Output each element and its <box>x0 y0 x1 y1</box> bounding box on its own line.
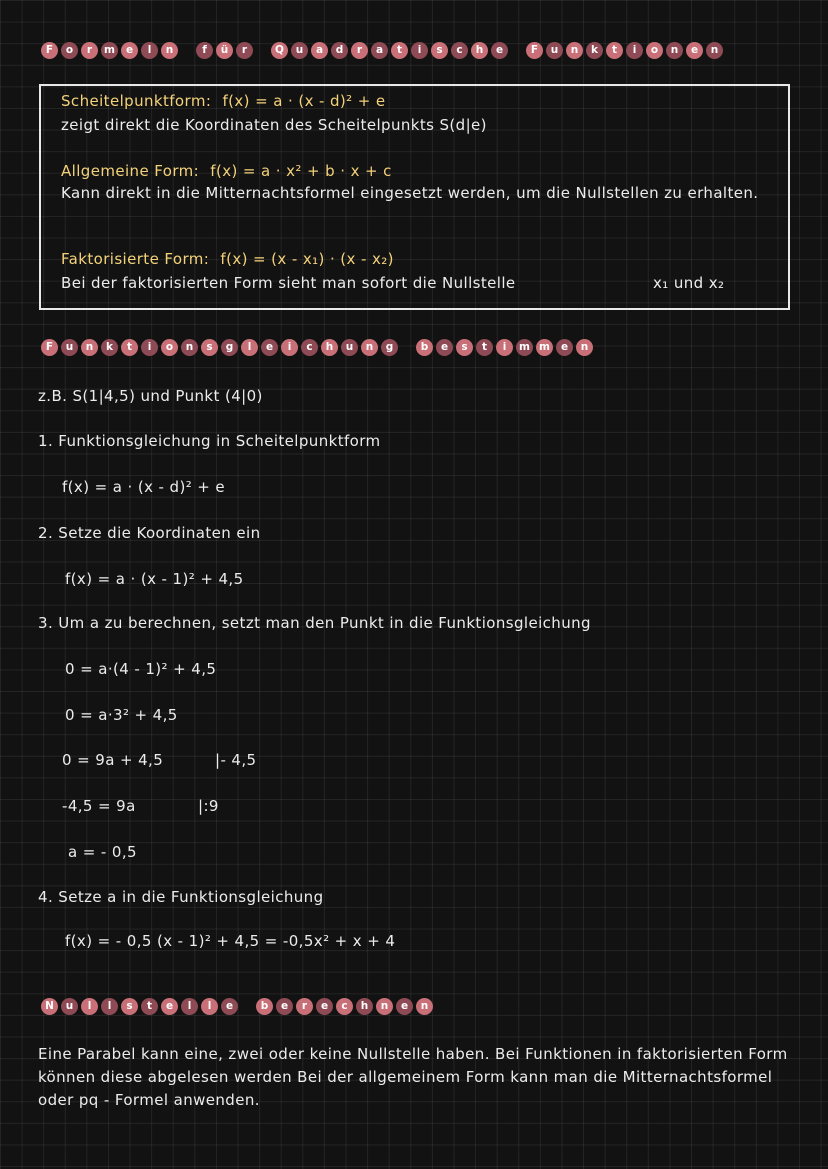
heading-letter: c <box>301 339 318 356</box>
heading-letter: h <box>321 339 338 356</box>
heading-letter: b <box>256 998 273 1015</box>
heading-letter: F <box>41 339 58 356</box>
heading-letter: e <box>556 339 573 356</box>
heading-letter: u <box>291 42 308 59</box>
heading-letter: d <box>331 42 348 59</box>
heading-letter: s <box>121 998 138 1015</box>
general-form-formula: f(x) = a · x² + b · x + c <box>210 162 392 180</box>
heading-zeros <box>41 998 436 1015</box>
calc-line-3: 0 = 9a + 4,5 <box>62 751 164 769</box>
step-2-formula: f(x) = a · (x - 1)² + 4,5 <box>65 570 244 588</box>
general-form-description: Kann direkt in die Mitternachtsformel eingesetzt werden, um die Nullstellen zu erhalten. <box>61 184 759 202</box>
step-4-formula: f(x) = - 0,5 (x - 1)² + 4,5 = -0,5x² + x + 4 <box>65 932 396 950</box>
calc-line-1: 0 = a·(4 - 1)² + 4,5 <box>65 660 217 678</box>
heading-space <box>241 998 253 1015</box>
step-1-label: 1. Funktionsgleichung in Scheitelpunktform <box>38 432 381 450</box>
factor-form-formula: f(x) = (x - x₁) · (x - x₂) <box>220 250 394 268</box>
heading-letter: g <box>381 339 398 356</box>
heading-letter: r <box>81 42 98 59</box>
heading-space <box>511 42 523 59</box>
heading-letter: f <box>196 42 213 59</box>
heading-letter: t <box>606 42 623 59</box>
heading-letter: n <box>706 42 723 59</box>
factor-form-line <box>61 250 394 268</box>
heading-letter: n <box>161 42 178 59</box>
heading-letter: l <box>241 339 258 356</box>
general-form-line <box>61 162 392 180</box>
heading-equation <box>41 339 596 356</box>
heading-letter: s <box>456 339 473 356</box>
heading-letter: e <box>276 998 293 1015</box>
heading-letter: b <box>416 339 433 356</box>
heading-letter: n <box>181 339 198 356</box>
heading-letter: k <box>586 42 603 59</box>
heading-letter: i <box>141 339 158 356</box>
factor-form-label: Faktorisierte Form: <box>61 250 210 268</box>
heading-letter: e <box>436 339 453 356</box>
heading-letter: e <box>161 998 178 1015</box>
general-form-label: Allgemeine Form: <box>61 162 200 180</box>
heading-letter: s <box>201 339 218 356</box>
calc-line-4: -4,5 = 9a <box>62 797 136 815</box>
heading-letter: t <box>476 339 493 356</box>
heading-letter: t <box>391 42 408 59</box>
heading-space <box>256 42 268 59</box>
heading-letter: e <box>121 42 138 59</box>
calc-line-3-operation: |- 4,5 <box>215 751 257 769</box>
heading-letter: k <box>101 339 118 356</box>
heading-letter: n <box>666 42 683 59</box>
calc-line-2: 0 = a·3² + 4,5 <box>65 706 178 724</box>
heading-letter: e <box>686 42 703 59</box>
heading-letter: F <box>526 42 543 59</box>
factor-form-description: Bei der faktorisierten Form sieht man sofort die Nullstelle <box>61 274 516 292</box>
heading-letter: l <box>181 998 198 1015</box>
vertex-form-label: Scheitelpunktform: <box>61 92 212 110</box>
heading-letter: m <box>101 42 118 59</box>
heading-letter: n <box>361 339 378 356</box>
step-2-label: 2. Setze die Koordinaten ein <box>38 524 261 542</box>
heading-letter: a <box>311 42 328 59</box>
heading-letter: o <box>161 339 178 356</box>
heading-letter: n <box>376 998 393 1015</box>
step-3-label: 3. Um a zu berechnen, setzt man den Punkt in die Funktionsgleichung <box>38 614 591 632</box>
heading-letter: i <box>496 339 513 356</box>
heading-letter: N <box>41 998 58 1015</box>
example-intro: z.B. S(1|4,5) und Punkt (4|0) <box>38 387 263 405</box>
heading-letter: e <box>396 998 413 1015</box>
heading-letter: e <box>261 339 278 356</box>
heading-letter: i <box>411 42 428 59</box>
step-1-formula: f(x) = a · (x - d)² + e <box>62 478 226 496</box>
heading-letter: n <box>566 42 583 59</box>
heading-letter: t <box>141 998 158 1015</box>
heading-letter: m <box>536 339 553 356</box>
heading-letter: o <box>61 42 78 59</box>
heading-letter: l <box>101 998 118 1015</box>
heading-letter: m <box>516 339 533 356</box>
heading-letter: n <box>576 339 593 356</box>
heading-letter: r <box>351 42 368 59</box>
calc-line-5: a = - 0,5 <box>68 843 137 861</box>
heading-letter: l <box>201 998 218 1015</box>
vertex-form-formula: f(x) = a · (x - d)² + e <box>222 92 386 110</box>
step-4-label: 4. Setze a in die Funktionsgleichung <box>38 888 324 906</box>
heading-letter: u <box>61 339 78 356</box>
heading-letter: u <box>546 42 563 59</box>
heading-letter: t <box>121 339 138 356</box>
heading-letter: e <box>316 998 333 1015</box>
heading-letter: h <box>356 998 373 1015</box>
heading-space <box>181 42 193 59</box>
heading-letter: u <box>341 339 358 356</box>
heading-letter: ü <box>216 42 233 59</box>
heading-letter: g <box>221 339 238 356</box>
zeros-paragraph: Eine Parabel kann eine, zwei oder keine Nullstelle haben. Bei Funktionen in faktorisierten Form können diese abgelesen werden Bei der allgemeinem Form kann man die Mitternachtsformel oder pq - Formel anwenden. <box>38 1045 788 1109</box>
heading-letter: Q <box>271 42 288 59</box>
heading-letter: n <box>416 998 433 1015</box>
heading-letter: a <box>371 42 388 59</box>
heading-letter: c <box>451 42 468 59</box>
factor-form-variables: x₁ und x₂ <box>653 274 725 292</box>
heading-letter: r <box>296 998 313 1015</box>
heading-letter: l <box>141 42 158 59</box>
heading-letter: s <box>431 42 448 59</box>
heading-formulas <box>41 42 726 59</box>
heading-letter: h <box>471 42 488 59</box>
heading-letter: F <box>41 42 58 59</box>
calc-line-4-operation: |:9 <box>198 797 219 815</box>
heading-letter: l <box>81 998 98 1015</box>
heading-letter: e <box>491 42 508 59</box>
formula-box <box>39 84 790 310</box>
vertex-form-description: zeigt direkt die Koordinaten des Scheitelpunkts S(d|e) <box>61 116 487 134</box>
heading-letter: n <box>81 339 98 356</box>
heading-letter: c <box>336 998 353 1015</box>
heading-letter: u <box>61 998 78 1015</box>
heading-letter: i <box>281 339 298 356</box>
heading-letter: o <box>646 42 663 59</box>
heading-letter: r <box>236 42 253 59</box>
heading-letter: e <box>221 998 238 1015</box>
vertex-form-line <box>61 92 386 110</box>
heading-letter: i <box>626 42 643 59</box>
heading-space <box>401 339 413 356</box>
